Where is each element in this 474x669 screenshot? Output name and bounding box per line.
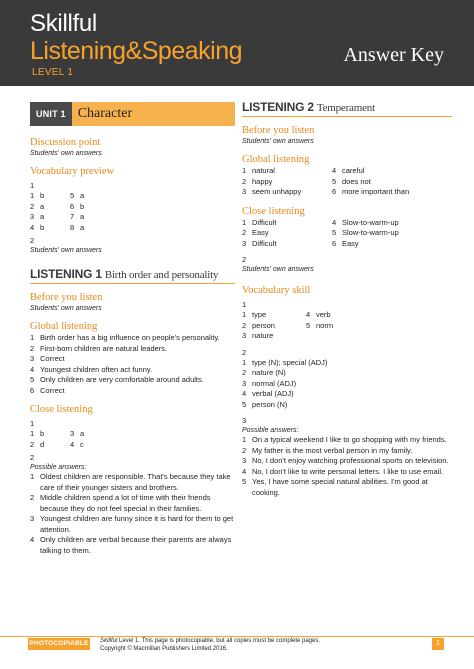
section-heading: Discussion point (30, 137, 101, 148)
answer-item (242, 239, 332, 250)
item-number: 4 (242, 389, 247, 398)
item-number: 4 (70, 439, 75, 449)
section-heading: Before you listen (30, 292, 103, 303)
answer-note: Students' own answers (30, 150, 102, 157)
item-answer: seem unhappy (252, 187, 302, 196)
listening-label: LISTENING 2 (242, 100, 314, 114)
item-answer: c (80, 439, 84, 449)
answer-item (242, 368, 452, 379)
answer-item (332, 228, 442, 239)
item-answer: happy (252, 176, 273, 186)
item-number: 4 (30, 222, 35, 232)
page-number: 1 (432, 638, 444, 650)
listening-heading (242, 100, 452, 117)
section-heading: Global listening (242, 154, 310, 165)
right-column (242, 100, 452, 498)
answer-item (70, 429, 110, 440)
item-number: 2 (242, 320, 247, 330)
item-answer: First-born children are natural leaders. (40, 343, 168, 353)
item-answer: b (80, 201, 85, 211)
item-number: 5 (242, 399, 247, 409)
item-number: 3 (30, 514, 35, 523)
item-answer: type (N); special (ADJ) (252, 357, 328, 367)
item-answer: No, I don't enjoy watching professional sports on television. (252, 456, 449, 465)
item-number: 4 (30, 535, 35, 544)
item-answer: nature (N) (252, 368, 286, 377)
item-number: 3 (242, 238, 247, 248)
exercise-number: 2 (242, 347, 247, 357)
item-answer: more important than (342, 187, 410, 196)
item-number: 5 (30, 375, 35, 384)
item-answer: natural (252, 166, 275, 175)
exercise-number: 2 (30, 236, 35, 245)
answer-item (242, 389, 452, 400)
answer-item (306, 331, 366, 342)
answer-item (70, 440, 110, 451)
answer-item (30, 202, 70, 213)
footer-rule (0, 636, 474, 637)
item-number: 2 (242, 368, 247, 377)
item-number: 3 (242, 378, 247, 388)
item-number: 7 (70, 212, 75, 221)
item-answer: Middle children spend a lot of time with their friends because they do not feel special in their families. (40, 493, 211, 513)
answer-item (70, 191, 110, 202)
item-answer: person (N) (252, 399, 288, 409)
answer-item (70, 202, 110, 213)
item-number: 2 (30, 493, 35, 502)
answer-grid (242, 166, 452, 198)
item-answer: Easy (252, 228, 269, 237)
item-number: 1 (242, 435, 247, 444)
item-number: 1 (242, 310, 247, 319)
answer-list (30, 472, 235, 556)
item-answer: Youngest children are funny since it is hard for them to get attention. (40, 514, 234, 534)
item-answer: On a typical weekend I like to go shopping with my friends. (252, 435, 447, 444)
item-number: 1 (242, 357, 247, 367)
item-answer: a (80, 429, 85, 438)
item-answer: normal (ADJ) (252, 378, 297, 388)
item-number: 1 (30, 472, 35, 481)
item-number: 5 (332, 176, 337, 186)
section-heading: Vocabulary skill (242, 285, 311, 296)
photocopy-notice: Level 1. This page is photocopiable, but all copies must be complete pages. (117, 638, 321, 644)
answer-item (242, 400, 452, 411)
section-heading: Vocabulary preview (30, 166, 115, 177)
section-heading: Before you listen (242, 125, 315, 136)
item-number: 5 (70, 191, 75, 200)
item-number: 1 (30, 429, 35, 438)
answer-item (242, 177, 332, 188)
answer-item (70, 212, 110, 223)
item-answer: Only children are verbal because their parents are always talking to them. (40, 535, 232, 555)
item-answer: Yes, I have some special natural abilities. I'm good at cooking. (252, 477, 428, 497)
item-number: 4 (242, 466, 247, 476)
brand-title: Skillful (30, 10, 97, 37)
item-answer: a (80, 191, 85, 200)
item-answer: Youngest children often act funny. (40, 364, 153, 374)
item-number: 1 (30, 191, 35, 200)
answer-item (242, 228, 332, 239)
item-number (306, 331, 316, 342)
left-column (30, 100, 235, 556)
answer-item (30, 365, 235, 376)
answer-grid (30, 429, 235, 450)
item-answer: b (40, 429, 45, 438)
item-answer: Only children are very comfortable around adults. (40, 375, 204, 384)
item-answer: person (252, 320, 275, 330)
item-answer: Easy (342, 238, 359, 248)
unit-title: Character (72, 102, 235, 126)
answer-note: Students' own answers (242, 138, 314, 145)
answer-key-title: Answer Key (343, 44, 444, 66)
item-answer: Slow-to-warm-up (342, 228, 399, 237)
item-answer: b (40, 191, 45, 200)
item-number: 6 (332, 238, 337, 248)
item-number: 6 (30, 385, 35, 395)
item-number: 2 (30, 201, 35, 211)
item-answer: b (40, 222, 45, 232)
item-number: 6 (70, 201, 75, 211)
item-number: 4 (332, 217, 337, 227)
answer-list (242, 358, 452, 411)
answer-note: Students' own answers (30, 305, 102, 312)
answer-item (242, 446, 452, 457)
item-number: 5 (306, 320, 311, 330)
footer (0, 636, 474, 650)
section-heading: Global listening (30, 321, 98, 332)
exercise-number: 2 (242, 255, 247, 264)
answer-item (30, 514, 235, 535)
brand-subtitle: Listening&Speaking (30, 37, 242, 65)
item-answer: verb (316, 310, 331, 319)
answer-note: Students' own answers (30, 247, 102, 254)
item-number: 1 (30, 333, 35, 342)
item-answer: a (80, 222, 85, 232)
copyright-line: Copyright © Macmillan Publishers Limited 2016. (100, 645, 228, 652)
item-number: 4 (332, 166, 337, 175)
answer-item (242, 187, 332, 198)
answer-item (242, 379, 452, 390)
item-number: 1 (242, 217, 247, 227)
answer-note: Possible answers: (30, 464, 87, 471)
unit-bar (30, 102, 235, 126)
item-answer: Slow-to-warm-up (342, 217, 399, 227)
item-number: 3 (242, 331, 247, 340)
item-answer: a (40, 201, 45, 211)
item-number: 2 (30, 343, 35, 353)
header-banner (0, 0, 474, 86)
answer-item (30, 191, 70, 202)
item-answer: verbal (ADJ) (252, 389, 294, 398)
item-answer: d (40, 439, 45, 449)
item-answer: Correct (40, 385, 65, 395)
answer-item (30, 354, 235, 365)
series-name: Skillful (100, 638, 118, 644)
answer-item (332, 177, 442, 188)
item-number: 2 (30, 439, 35, 449)
answer-grid (242, 218, 452, 250)
copyright-text (100, 638, 320, 653)
exercise-number: 1 (30, 181, 35, 190)
answer-list (242, 435, 452, 498)
listening-title: Temperament (316, 102, 375, 114)
answer-item (30, 440, 70, 451)
answer-item (242, 435, 452, 446)
answer-grid (242, 310, 452, 342)
answer-item (30, 375, 235, 386)
section-heading: Close listening (30, 404, 93, 415)
answer-item (30, 493, 235, 514)
answer-item (30, 472, 235, 493)
answer-item (332, 218, 442, 229)
answer-item (30, 386, 235, 397)
answer-item (70, 223, 110, 234)
item-answer: Difficult (252, 217, 277, 227)
item-answer: a (80, 212, 85, 221)
answer-grid (30, 191, 235, 233)
answer-item (242, 477, 452, 498)
answer-item (30, 212, 70, 223)
exercise-number: 1 (242, 300, 247, 309)
answer-list (30, 333, 235, 396)
answer-item (242, 321, 306, 332)
answer-item (30, 535, 235, 556)
listening-label: LISTENING 1 (30, 267, 102, 281)
answer-item (30, 344, 235, 355)
answer-item (242, 331, 306, 342)
answer-item (306, 310, 366, 321)
item-number: 2 (242, 176, 247, 186)
item-answer: careful (342, 166, 365, 175)
item-number: 3 (70, 429, 75, 438)
item-answer: norm (316, 320, 334, 330)
answer-item (242, 467, 452, 478)
answer-item (242, 358, 452, 369)
answer-item (242, 218, 332, 229)
item-answer: a (40, 212, 45, 221)
item-number: 8 (70, 222, 75, 232)
answer-item (332, 239, 442, 250)
listening-heading (30, 267, 235, 284)
item-number: 3 (30, 212, 35, 221)
item-number: 3 (242, 187, 247, 196)
photocopiable-badge: PHOTOCOPIABLE (28, 638, 90, 650)
item-number: 5 (332, 228, 337, 237)
item-number: 1 (242, 166, 247, 175)
item-answer: does not (342, 176, 371, 186)
item-answer: My father is the most verbal person in my family. (252, 445, 413, 455)
answer-item (30, 429, 70, 440)
item-answer: Correct (40, 354, 65, 363)
answer-item (306, 321, 366, 332)
unit-badge: UNIT 1 (30, 102, 72, 126)
answer-item (242, 166, 332, 177)
answer-item (242, 310, 306, 321)
item-answer: type (252, 310, 267, 319)
answer-item (30, 223, 70, 234)
item-number: 6 (332, 187, 337, 196)
answer-item (242, 456, 452, 467)
item-answer: nature (252, 331, 274, 340)
exercise-number: 2 (30, 453, 35, 462)
exercise-number: 1 (30, 419, 35, 428)
item-answer: Oldest children are responsible. That's because they take care of their younger sisters and brothers. (40, 472, 231, 492)
answer-item (30, 333, 235, 344)
item-number: 2 (242, 445, 247, 455)
item-answer: Difficult (252, 238, 277, 248)
item-number: 4 (30, 364, 35, 374)
item-number: 2 (242, 228, 247, 237)
item-answer: No, I don't like to write personal letters. I like to use email. (252, 466, 444, 476)
level-label: LEVEL 1 (32, 67, 74, 78)
exercise-number: 3 (242, 416, 247, 425)
item-number: 3 (30, 354, 35, 363)
answer-item (332, 166, 442, 177)
answer-note: Possible answers: (242, 427, 299, 434)
listening-title: Birth order and personality (104, 269, 219, 281)
item-answer: Birth order has a big influence on people's personality. (40, 333, 220, 342)
item-number: 4 (306, 310, 311, 319)
answer-item (332, 187, 442, 198)
item-number: 3 (242, 456, 247, 465)
item-number: 5 (242, 477, 247, 486)
answer-note: Students' own answers (242, 266, 314, 273)
section-heading: Close listening (242, 205, 305, 217)
